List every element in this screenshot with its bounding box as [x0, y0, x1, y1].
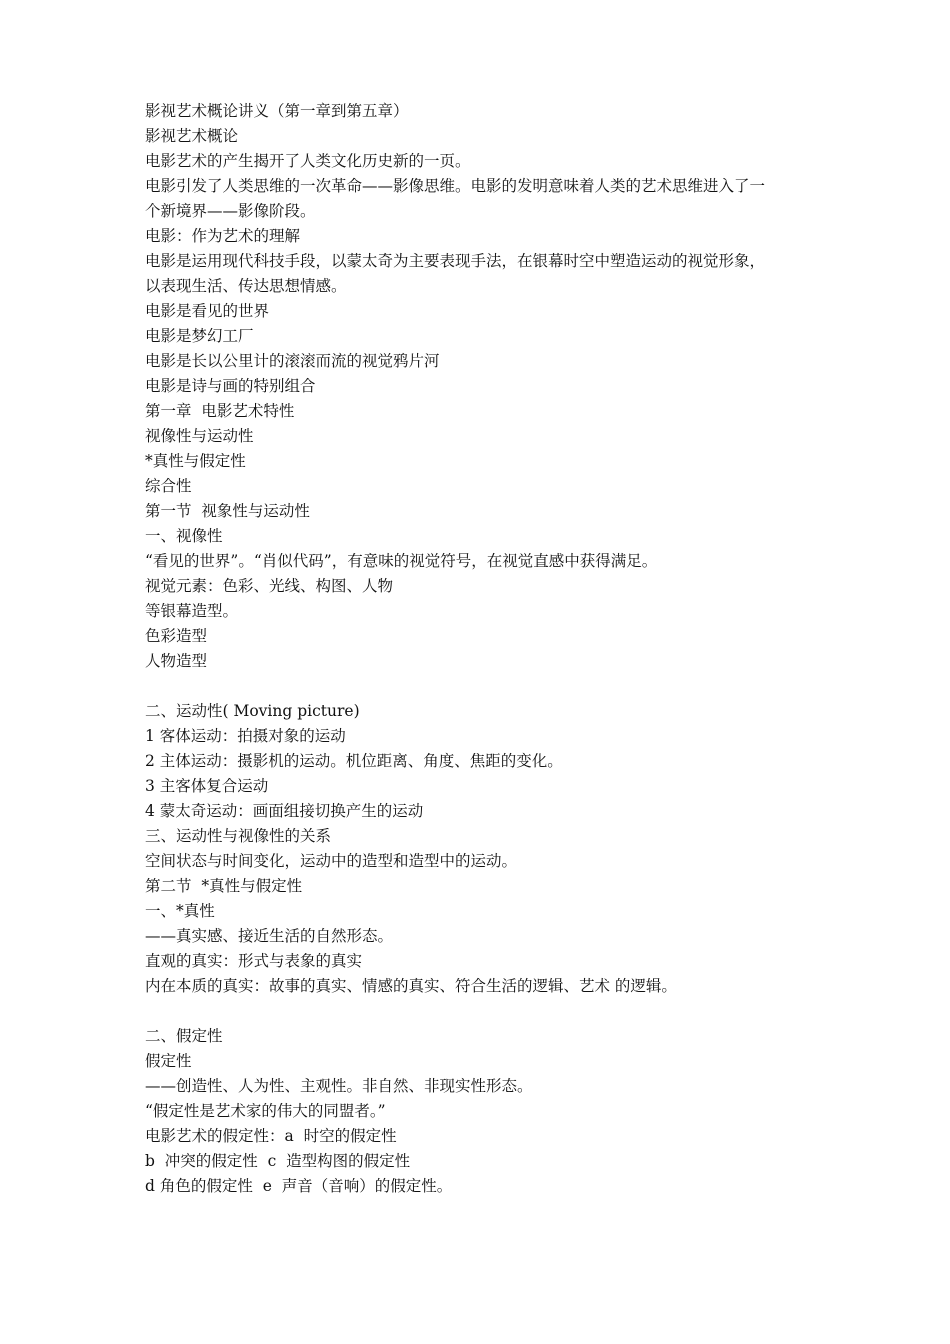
text-line: 电影：作为艺术的理解	[145, 227, 301, 245]
text-line: b 冲突的假定性 c 造型构图的假定性	[145, 1152, 411, 1170]
section-heading: 第二节 *真性与假定性	[145, 877, 303, 895]
text-line: 3 主客体复合运动	[145, 777, 269, 795]
text-line: ——创造性、人为性、主观性。非自然、非现实性形态。	[145, 1077, 533, 1095]
subsection-heading: 二、运动性( Moving picture)	[145, 702, 360, 720]
text-line: 电影是看见的世界	[145, 302, 270, 320]
text-line: 视像性与运动性	[145, 427, 254, 445]
text-line: 电影是诗与画的特别组合	[145, 377, 316, 395]
subsection-heading: 二、假定性	[145, 1027, 223, 1045]
text-line: 空间状态与时间变化，运动中的造型和造型中的运动。	[145, 852, 518, 870]
document-title: 影视艺术概论讲义（第一章到第五章）	[145, 102, 409, 120]
subsection-heading: 三、运动性与视像性的关系	[145, 827, 332, 845]
text-line: 内在本质的真实：故事的真实、情感的真实、符合生活的逻辑、艺术 的逻辑。	[145, 977, 677, 995]
text-line: d 角色的假定性 e 声音（音响）的假定性。	[145, 1177, 453, 1195]
text-line: 视觉元素：色彩、光线、构图、人物	[145, 577, 394, 595]
text-line: 色彩造型	[145, 627, 208, 645]
text-line: 电影是运用现代科技手段，以蒙太奇为主要表现手法，在银幕时空中塑造运动的视觉形象，	[145, 252, 766, 270]
text-line: 1 客体运动：拍摄对象的运动	[145, 727, 346, 745]
blank-line	[145, 674, 825, 699]
text-line: 假定性	[145, 1052, 192, 1070]
text-line: 电影艺术的产生揭开了人类文化历史新的一页。	[145, 152, 471, 170]
section-heading: 第一节 视象性与运动性	[145, 502, 310, 520]
text-line: *真性与假定性	[145, 452, 246, 470]
text-line: 影视艺术概论	[145, 127, 239, 145]
chapter-heading: 第一章 电影艺术特性	[145, 402, 295, 420]
text-line: 4 蒙太奇运动：画面组接切换产生的运动	[145, 802, 424, 820]
text-line: 直观的真实：形式与表象的真实	[145, 952, 363, 970]
text-line: “假定性是艺术家的伟大的同盟者。”	[145, 1102, 386, 1120]
text-line: 人物造型	[145, 652, 208, 670]
text-line: 电影是长以公里计的滚滚而流的视觉鸦片河	[145, 352, 440, 370]
text-line: 以表现生活、传达思想情感。	[145, 277, 347, 295]
text-line: 2 主体运动：摄影机的运动。机位距离、角度、焦距的变化。	[145, 752, 563, 770]
text-line: 综合性	[145, 477, 192, 495]
subsection-heading: 一、*真性	[145, 902, 215, 920]
document-body	[145, 99, 825, 1199]
text-line: 个新境界——影像阶段。	[145, 202, 316, 220]
text-line: 电影是梦幻工厂	[145, 327, 254, 345]
text-line: ——真实感、接近生活的自然形态。	[145, 927, 394, 945]
blank-line	[145, 999, 825, 1024]
subsection-heading: 一、视像性	[145, 527, 223, 545]
text-line: 电影艺术的假定性：a 时空的假定性	[145, 1127, 397, 1145]
text-line: “看见的世界”。“肖似代码”，有意味的视觉符号，在视觉直感中获得满足。	[145, 552, 658, 570]
text-line: 等银幕造型。	[145, 602, 239, 620]
text-line: 电影引发了人类思维的一次革命——影像思维。电影的发明意味着人类的艺术思维进入了一	[145, 177, 766, 195]
